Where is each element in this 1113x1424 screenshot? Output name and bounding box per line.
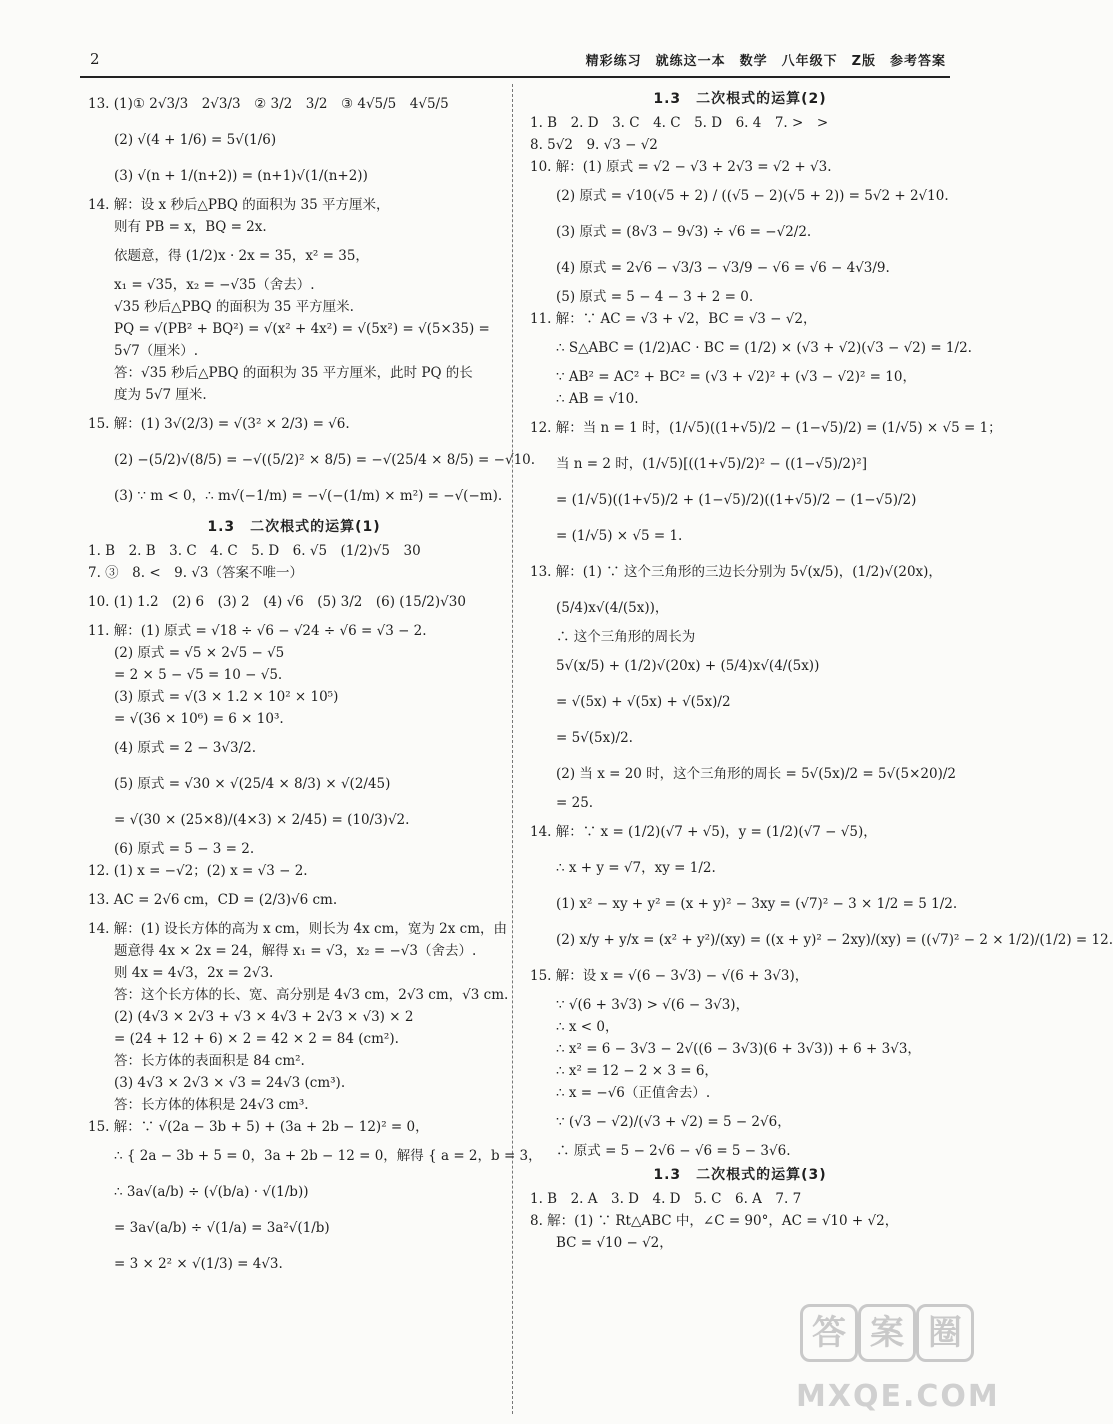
answer-line: 度为 5√7 厘米. (114, 387, 207, 403)
section-title: 1.3 二次根式的运算(1) (207, 519, 381, 535)
answer-line: ∵ AB² = AC² + BC² = (√3 + √2)² + (√3 − √2)² = 10， (556, 369, 916, 385)
answer-line: ∴ S△ABC = (1/2)AC · BC = (1/2) × (√3 + √2)(√3 − √2) = 1/2. (556, 340, 972, 356)
answer-line: (5) 原式 = √30 × √(25/4 × 8/3) × √(2/45) (114, 776, 391, 792)
answer-line: 答：长方体的体积是 24√3 cm³. (114, 1097, 309, 1113)
answer-line: (1) x² − xy + y² = (x + y)² − 3xy = (√7)² − 3 × 1/2 = 5 1/2. (556, 896, 958, 912)
answer-line: (2) √(4 + 1/6) = 5√(1/6) (114, 132, 277, 148)
answer-line: = 2 × 5 − √5 = 10 − √5. (114, 667, 283, 683)
answer-line: ∴ x + y = √7，xy = 1/2. (556, 860, 716, 876)
watermark (796, 1304, 1000, 1414)
answer-line: (2) (4√3 × 2√3 + √3 × 4√3 + 2√3 × √3) × 2 (114, 1009, 414, 1025)
answer-line: = (1/√5)((1+√5)/2 + (1−√5)/2)((1+√5)/2 − (1−√5)/2) (556, 492, 917, 508)
answer-line: ∴ 3a√(a/b) ÷ (√(b/a) · √(1/b)) (114, 1184, 309, 1200)
answer-line: 1. B 2. D 3. C 4. C 5. D 6. 4 7. > > (530, 115, 829, 131)
answer-line: = 3 × 2² × √(1/3) = 4√3. (114, 1256, 283, 1272)
answer-line: 11. 解：∵ AC = √3 + √2，BC = √3 − √2， (530, 311, 817, 327)
answer-line: (2) x/y + y/x = (x² + y²)/(xy) = ((x + y)² − 2xy)/(xy) = ((√7)² − 2 × 1/2)/(1/2) = 12. (556, 932, 1113, 948)
answer-line: = 5√(5x)/2. (556, 730, 633, 746)
answer-line: (5/4)x√(4/(5x))， (556, 600, 669, 616)
answer-line: = (1/√5) × √5 = 1. (556, 528, 683, 544)
answer-line: 15. 解：∵ √(2a − 3b + 5) + (3a + 2b − 12)² = 0， (88, 1119, 429, 1135)
answer-line: (2) 原式 = √10(√5 + 2) / ((√5 − 2)(√5 + 2)) = 5√2 + 2√10. (556, 188, 949, 204)
answer-line: 10. (1) 1.2 (2) 6 (3) 2 (4) √6 (5) 3/2 (6) (15/2)√30 (88, 594, 466, 610)
right-column (530, 86, 1113, 1254)
answer-line: ∴ { 2a − 3b + 5 = 0，3a + 2b − 12 = 0，解得 { a = 2，b = 3， (114, 1148, 542, 1164)
answer-line: ∴ x < 0， (556, 1019, 619, 1035)
answer-line: 1. B 2. A 3. D 4. D 5. C 6. A 7. 7 (530, 1191, 802, 1207)
answer-line: 答：长方体的表面积是 84 cm². (114, 1053, 305, 1069)
answer-line: = 25. (556, 795, 594, 811)
answer-line: (6) 原式 = 5 − 3 = 2. (114, 841, 255, 857)
answer-line: (2) −(5/2)√(8/5) = −√((5/2)² × 8/5) = −√(25/4 × 8/5) = −√10. (114, 452, 536, 468)
answer-line: ∴ AB = √10. (556, 391, 639, 407)
answer-line: ∴ x = −√6（正值舍去）. (556, 1085, 711, 1101)
answer-line: 则有 PB = x，BQ = 2x. (114, 219, 267, 235)
watermark-char: 案 (858, 1304, 916, 1362)
answer-line: 5√7（厘米）. (114, 343, 199, 359)
section-title: 1.3 二次根式的运算(2) (653, 91, 827, 107)
answer-line: ∴ 原式 = 5 − 2√6 − √6 = 5 − 3√6. (556, 1143, 791, 1159)
answer-line: 8. 解：(1) ∵ Rt△ABC 中，∠C = 90°，AC = √10 + √2， (530, 1213, 899, 1229)
answer-line: = (24 + 12 + 6) × 2 = 42 × 2 = 84 (cm²). (114, 1031, 399, 1047)
answer-line: 5√(x/5) + (1/2)√(20x) + (5/4)x√(4/(5x)) (556, 658, 820, 674)
answer-line: 7. ③ 8. < 9. √3（答案不唯一） (88, 565, 304, 581)
answer-line: = √(5x) + √(5x) + √(5x)/2 (556, 694, 731, 710)
answer-line: 14. 解：∵ x = (1/2)(√7 + √5)，y = (1/2)(√7 − √5)， (530, 824, 877, 840)
answer-line: (3) √(n + 1/(n+2)) = (n+1)√(1/(n+2)) (114, 168, 368, 184)
answer-line: (3) 原式 = √(3 × 1.2 × 10² × 10⁵) (114, 689, 339, 705)
answer-line: 11. 解：(1) 原式 = √18 ÷ √6 − √24 ÷ √6 = √3 − 2. (88, 623, 427, 639)
answer-line: (2) 当 x = 20 时，这个三角形的周长 = 5√(5x)/2 = 5√(5×20)/2 (556, 766, 956, 782)
answer-line: ∵ (√3 − √2)/(√3 + √2) = 5 − 2√6， (556, 1114, 791, 1130)
watermark-char: 圈 (916, 1304, 974, 1362)
answer-line: = √(36 × 10⁶) = 6 × 10³. (114, 711, 284, 727)
left-column (88, 86, 542, 1282)
answer-line: √35 秒后△PBQ 的面积为 35 平方厘米. (114, 299, 354, 315)
answer-line: 13. AC = 2√6 cm，CD = (2/3)√6 cm. (88, 892, 338, 908)
answer-line: 15. 解：(1) 3√(2/3) = √(3² × 2/3) = √6. (88, 416, 350, 432)
answer-line: 题意得 4x × 2x = 24，解得 x₁ = √3，x₂ = −√3（舍去）. (114, 943, 477, 959)
answer-line: 8. 5√2 9. √3 − √2 (530, 137, 658, 153)
section-title: 1.3 二次根式的运算(3) (653, 1167, 827, 1183)
answer-line: = √(30 × (25×8)/(4×3) × 2/45) = (10/3)√2. (114, 812, 410, 828)
answer-line: 则 4x = 4√3，2x = 2√3. (114, 965, 274, 981)
answer-line: = 3a√(a/b) ÷ √(1/a) = 3a²√(1/b) (114, 1220, 330, 1236)
answer-line: 1. B 2. B 3. C 4. C 5. D 6. √5 (1/2)√5 30 (88, 543, 421, 559)
answer-line: (3) ∵ m < 0，∴ m√(−1/m) = −√(−(1/m) × m²) = −√(−m). (114, 488, 503, 504)
answer-line: 13. 解：(1) ∵ 这个三角形的三边长分别为 5√(x/5)，(1/2)√(20x)， (530, 564, 942, 580)
answer-line: 15. 解：设 x = √(6 − 3√3) − √(6 + 3√3)， (530, 968, 809, 984)
answer-line: (5) 原式 = 5 − 4 − 3 + 2 = 0. (556, 289, 754, 305)
answer-line: 答：这个长方体的长、宽、高分别是 4√3 cm，2√3 cm，√3 cm. (114, 987, 509, 1003)
answer-line: PQ = √(PB² + BQ²) = √(x² + 4x²) = √(5x²) = √(5×35) = (114, 321, 490, 337)
answer-line: ∵ √(6 + 3√3) > √(6 − 3√3)， (556, 997, 750, 1013)
answer-line: (2) 原式 = √5 × 2√5 − √5 (114, 645, 285, 661)
watermark-char: 答 (800, 1304, 858, 1362)
answer-line: ∴ 这个三角形的周长为 (556, 629, 696, 645)
answer-line: ∴ x² = 6 − 3√3 − 2√((6 − 3√3)(6 + 3√3)) + 6 + 3√3， (556, 1041, 921, 1057)
answer-line: (3) 4√3 × 2√3 × √3 = 24√3 (cm³). (114, 1075, 346, 1091)
answer-line: 答：√35 秒后△PBQ 的面积为 35 平方厘米，此时 PQ 的长 (114, 365, 473, 381)
answer-line: (4) 原式 = 2 − 3√3/2. (114, 740, 257, 756)
answer-line: (3) 原式 = (8√3 − 9√3) ÷ √6 = −√2/2. (556, 224, 812, 240)
answer-line: BC = √10 − √2， (556, 1235, 673, 1251)
answer-line: 10. 解：(1) 原式 = √2 − √3 + 2√3 = √2 + √3. (530, 159, 832, 175)
answer-line: ∴ x² = 12 − 2 × 3 = 6， (556, 1063, 718, 1079)
watermark-url: MXQE.COM (796, 1379, 1000, 1414)
answer-line: x₁ = √35，x₂ = −√35（舍去）. (114, 277, 315, 293)
column-divider (512, 84, 513, 1414)
answer-line: 12. 解：当 n = 1 时，(1/√5)((1+√5)/2 − (1−√5)/2) = (1/√5) × √5 = 1； (530, 420, 1002, 436)
answer-line: 当 n = 2 时，(1/√5)[((1+√5)/2)² − ((1−√5)/2)²] (556, 456, 867, 472)
page-header (80, 46, 950, 78)
answer-line: 12. (1) x = −√2；(2) x = √3 − 2. (88, 863, 308, 879)
answer-line: 依题意，得 (1/2)x · 2x = 35，x² = 35， (114, 248, 369, 264)
answer-line: 14. 解：设 x 秒后△PBQ 的面积为 35 平方厘米， (88, 197, 390, 213)
page-number: 2 (90, 50, 100, 68)
answer-line: 13. (1)① 2√3/3 2√3/3 ② 3/2 3/2 ③ 4√5/5 4√5/5 (88, 96, 449, 112)
header-title: 精彩练习 就练这一本 数学 八年级下 Z版 参考答案 (585, 54, 946, 69)
answer-line: 14. 解：(1) 设长方体的高为 x cm，则长为 4x cm，宽为 2x cm，由 (88, 921, 508, 937)
answer-line: (4) 原式 = 2√6 − √3/3 − √3/9 − √6 = √6 − 4√3/9. (556, 260, 890, 276)
